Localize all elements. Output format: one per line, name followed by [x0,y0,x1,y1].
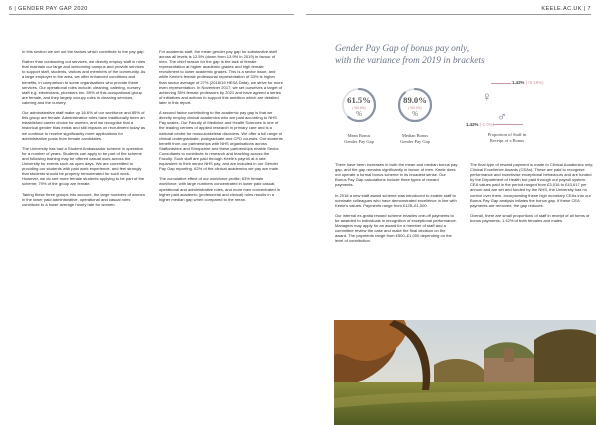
headline-line-1: Gender Pay Gap of bonus pay only, [335,44,470,54]
label-line: Mean Bonus [347,133,371,138]
paragraph: In 2018 a new staff award scheme was introduced to enable staff to nominate colleagues who have demonstrated excellence in line with Keele's values. Payments range from £125–£1,000. [335,192,457,208]
paragraph: The final type of reward payment is made to Clinical Academics only; Clinical Excellence Awards (CEAs). These are paid to recognise performance and incentivise exceptional behaviours and are funded by the Department of Health but paid through our payroll system. CEA values paid in the period ranged from £3,016 to £43,617 per annum and are set and funded by the NHS, the University has no control over them. Incorporating these high monetary CEAs into our Bonus Pay Gap analysis inflates the bonus gap. If these CEA payments are removed, the gap reduces. [470,162,594,208]
paragraph: Taking these three groups into account, the large numbers of women in the lower paid administrative, operational and casual roles contribute to a lower average hourly rate for women. [22,191,146,207]
mean-gauge-label [331,133,387,144]
page-header-right: KEELE.AC.UK | 7 [541,6,591,12]
male-proportion-change: (-1.0%) [479,122,495,127]
female-bonus-proportion [512,80,544,85]
median-gauge-label [387,133,443,144]
paragraph: Rather than contracting out services, we directly employ staff in roles that maintain our large and welcoming campus and provide services to support staff, students, visitors and members of the community. As a large employer in the area, we offer enhanced conditions and benefits, in comparison to some organisations who provide these services. Our operational roles include; cleaning, catering, nursery staff e.g. electricians, plumbers etc. 59% of this occupational group are female, and they largely occupy roles in cleaning services, catering and the nursery. [22,59,146,105]
mean-gap-variance: (+65.8%) [352,106,366,110]
paragraph: Our internal ex-gratia reward scheme enables one-off payments to be awarded to individuals in recognition of exceptional performance. Managers may apply for an award for a member of staff and a committee review the case and make the final decision on the award. The payments range from £500–£1,000 depending on the level of contribution. [335,212,457,244]
bonus-proportion-infographic [453,80,593,143]
paragraph: Our administrative staff make up 16.6% of our workforce and 85% of this group are female. Administrative roles have traditionally been an established career choice for women, and we recognise that a historical gender bias exists and still impacts on recruitment today as we continue to receive significantly more applications for administrative posts from female candidates. [22,110,146,141]
median-bonus-gauge [396,86,434,124]
bonus-gap-headline [335,44,595,67]
campus-landscape-image [334,320,596,425]
label-line: Median Bonus [401,133,429,138]
median-gap-value: 89.0% [403,95,427,105]
percent-icon: % [356,110,362,118]
paragraph: There have been increases in both the mean and median bonus pay gap, and the gap remains significantly in favour of men. Keele does not operate a formal bonus scheme in its broadest sense. Our Bonus Pay Gap calculations include three types of reward payments. [335,162,458,188]
text-column-4 [470,162,594,228]
mean-gap-value: 61.5% [347,95,371,105]
paragraph: In this section we set out the factors which contribute to the pay gap. [22,49,145,54]
percent-icon: % [412,110,418,118]
text-column-3 [335,162,458,249]
label-line: Receipt of a Bonus [489,137,525,143]
label-line: Gender Pay Gap [400,138,430,144]
male-leader-line [493,124,523,125]
paragraph: The cumulative effect of our workforce profile; 63% female workforce, with large numbers concentrated in lower paid casual, operational and administrative roles, and more men concentrated in higher paid academic (professorial and clinical) roles results in a higher median gap when compared to the mean. [159,176,281,202]
header-rule-right [306,14,591,15]
header-rule-left [9,14,294,15]
paragraph: Overall, there are small proportions of staff in receipt of all forms of bonus payments; 1.42% of both females and males. [470,212,590,224]
campus-photo [334,320,596,425]
female-leader-line [491,83,511,84]
male-symbol-icon: ♂ [497,109,507,124]
headline-line-2: with the variance from 2019 in brackets [335,55,485,66]
paragraph: For academic staff, the mean gender pay gap for substantive staff across all levels is 12.5% (down from 13.9% in 2019) in favour of men. The chief reason for the gap is the lack of female representation at higher academic grades and high female recruitment to lower academic grades. This is a sector issue, and while Keele's female professorial representation of 33% is higher than sector average of 27% (2018/19 HESA Data), we strive for more even representation. In November 2017, we set ourselves a target of achieving 35% female professors by 2021 and have agreed a series of initiatives and actions to support this ambition which are detailed later in this report. [159,49,283,105]
label-line: Proportion of Staff in [487,132,527,137]
text-column-2 [159,49,283,207]
median-gauge-ring [396,86,434,124]
proportion-label [475,132,539,143]
paragraph: The University has had a Student Ambassador scheme in operation for a number of years. Students can apply to be part of the scheme and following training may be offered casual work across the University for events such as open days. We are committed to providing our students with paid work experience, and feel strongly that students should be properly remunerated for such work. However, we do see more female students applying to be part of the scheme; 79% of the group are female. [22,145,145,187]
paragraph: A second factor contributing to the academic pay gap is that we directly employ clinical academics who are paid according to NHS Pay scales. Our Faculty of Medicine and Health Sciences is one of the leading centres of applied research in primary care and is a national centre for musculoskeletal disorders. We offer a full range of clinical undergraduate, postgraduate and CPD courses. Our students benefit from our partnerships with NHS organisations across Staffordshire and Shropshire and these partnerships enable Senior Consultants to contribute to research and teaching across the Faculty. Such staff are paid through Keele's payroll at a rate equivalent to their senior NHS pay, and are included in our Gender Pay Gap reporting. 62% of the clinical academics we pay are male. [159,110,283,172]
male-proportion-value: 1.42% [466,122,479,127]
male-bonus-proportion [466,122,494,127]
female-symbol-icon: ♀ [482,89,492,104]
mean-bonus-gauge [340,86,378,124]
mean-gauge-ring [340,86,378,124]
label-line: Gender Pay Gap [344,138,374,144]
female-proportion-change: (+0.18%) [525,80,544,85]
female-proportion-value: 1.42% [512,80,525,85]
page-header-left: 6 | GENDER PAY GAP 2020 [9,6,88,12]
text-column-1 [22,49,146,212]
median-gap-variance: (+80.0%) [408,106,422,110]
